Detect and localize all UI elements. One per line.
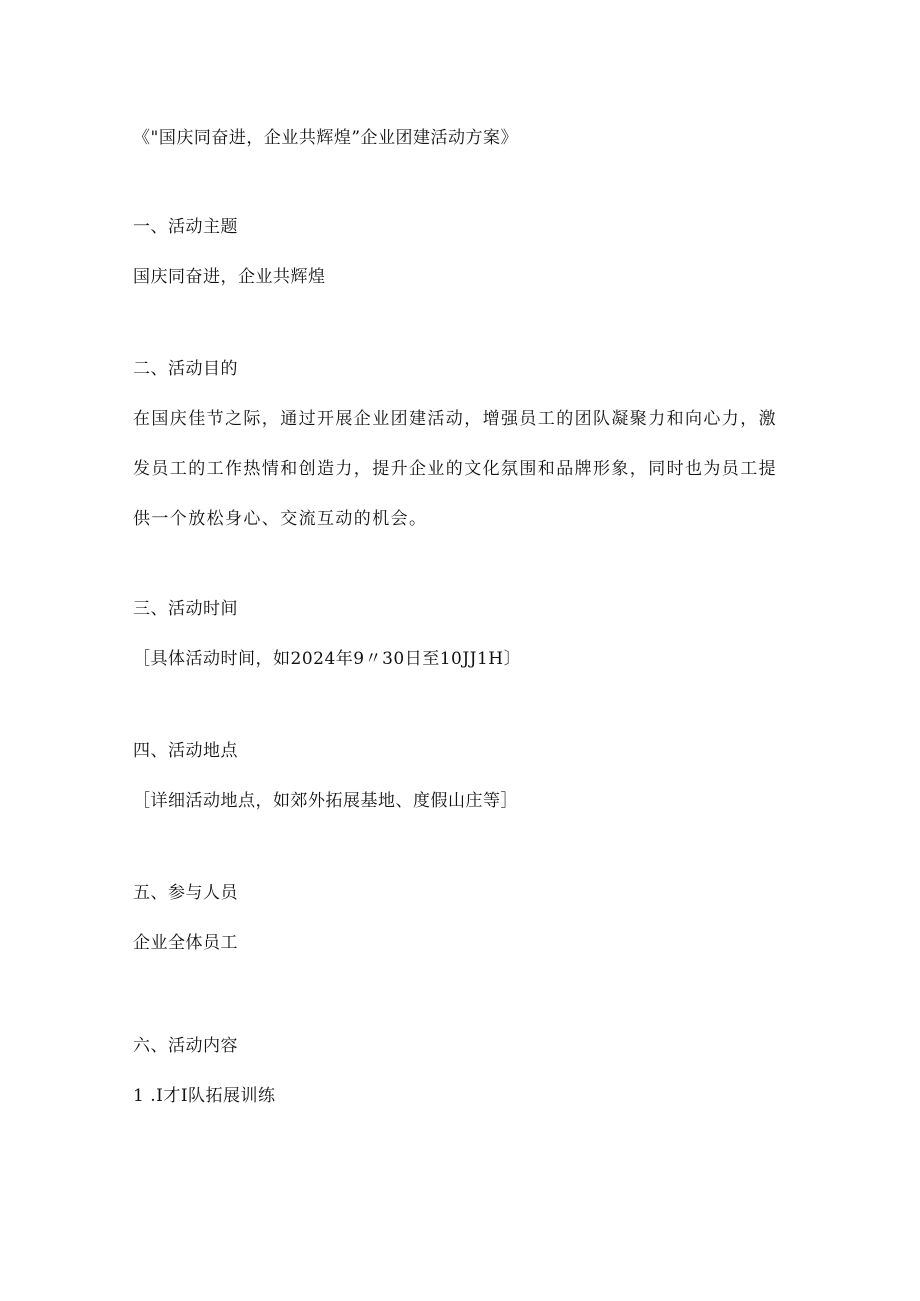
section-content-activities-item: 1 .I才I队拓展训练 xyxy=(133,1086,276,1106)
section-content-participants: 企业全体员工 xyxy=(133,933,238,953)
section-heading-theme: 一、活动主题 xyxy=(133,217,238,237)
section-content-purpose-line: 发员工的工作热情和创造力，提升企业的文化氛围和品牌形象，同时也为员工提 xyxy=(133,459,777,479)
section-content-purpose-line: 在国庆佳节之际，通过开展企业团建活动，增强员工的团队凝聚力和向心力，激 xyxy=(133,409,777,429)
section-heading-participants: 五、参与人员 xyxy=(133,883,238,903)
section-heading-purpose: 二、活动目的 xyxy=(133,359,238,379)
section-heading-activities: 六、活动内容 xyxy=(133,1036,238,1056)
document-title: 《"国庆同奋进，企业共辉煌”企业团建活动方案》 xyxy=(133,128,519,148)
section-content-theme: 国庆同奋进，企业共辉煌 xyxy=(133,267,326,287)
section-content-location: ［详细活动地点，如郊外拓展基地、度假山庄等］ xyxy=(133,791,518,811)
section-heading-time: 三、活动时间 xyxy=(133,599,238,619)
section-content-time: ［具体活动时间，如2024年9〃30日至10JJ1H〕 xyxy=(133,649,522,669)
section-content-purpose-line: 供一个放松身心、交流互动的机会。 xyxy=(133,509,428,529)
section-heading-location: 四、活动地点 xyxy=(133,741,238,761)
